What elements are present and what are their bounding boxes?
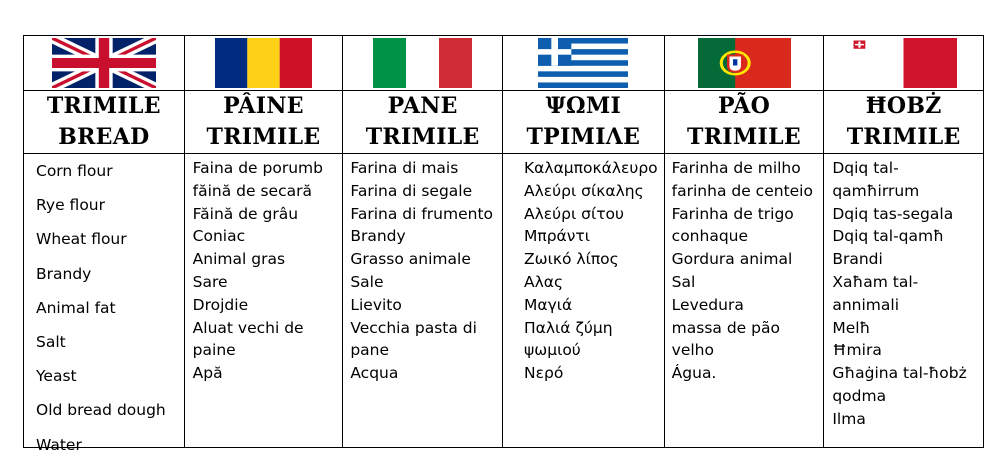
list-item: farinha de centeio [671,181,813,200]
list-item: Farina di mais [350,159,459,177]
list-item: Ilma [832,409,866,428]
portugal-flag-icon [698,38,791,88]
list-item: Αλας [524,272,564,291]
flag-cell-romanian [185,36,343,91]
header-line-1: PÂINE [223,93,304,119]
list-item: Făină de grâu [192,204,299,223]
list-item: Νερό [524,364,564,383]
list-item: Faina de porumb [192,159,323,177]
list-item: velho [671,341,714,360]
list-item: Animal fat [36,298,116,317]
bread-translation-table [23,35,984,454]
greece-flag-icon [538,38,628,88]
column-greek [503,36,665,447]
list-item: Acqua [350,364,399,383]
items-romanian [185,154,343,385]
header-line-1: ΨΩΜΙ [545,93,622,119]
flag-cell-greek [503,36,664,91]
list-item: Drojdie [192,295,249,314]
list-item: qodma [832,386,887,405]
list-item: Αλεύρι σίτου [524,204,625,223]
list-item: Aluat vechi de [192,318,304,337]
list-item: Παλιά ζύμη [524,318,613,337]
column-romanian [185,36,344,447]
list-item: Yeast [36,367,77,386]
list-item: Levedura [671,295,744,314]
header-portuguese [665,91,824,154]
list-item: Ħmira [832,341,882,360]
header-line-2: TRIMILE [206,124,321,150]
list-item: Water [36,435,82,454]
header-line-1: TRIMILE [46,93,161,119]
list-item: Melħ [832,318,871,337]
list-item: Rye flour [36,196,106,215]
list-item: Água. [671,364,717,383]
column-italian [343,36,503,447]
list-item: Brandi [832,250,883,269]
list-item: Għaġina tal-ħobż [832,364,967,383]
list-item: Brandy [350,227,406,246]
flag-cell-italian [343,36,502,91]
list-item: Dqiq tal-qamħ [832,227,944,246]
italy-flag-icon [373,38,472,88]
flag-cell-maltese [824,36,983,91]
list-item: Αλεύρι σίκαλης [524,181,644,200]
header-line-1: PÃO [717,93,771,119]
header-line-1: PANE [387,93,458,119]
items-english [24,154,184,462]
items-portuguese [665,154,824,385]
items-italian [343,154,502,385]
list-item: Μαγιά [524,295,573,314]
list-item: Apă [192,364,223,383]
list-item: ψωμιού [524,341,581,360]
list-item: annimali [832,295,900,314]
list-item: Farinha de milho [671,159,801,177]
header-line-2: TRIMILE [846,124,961,150]
header-maltese [824,91,983,154]
list-item: Vecchia pasta di [350,318,477,337]
header-romanian [185,91,343,154]
list-item: paine [192,341,236,360]
items-maltese [824,154,983,431]
romania-flag-icon [215,38,312,88]
column-maltese [824,36,983,447]
header-italian [343,91,502,154]
list-item: Farina di frumento [350,204,494,223]
items-greek [503,154,664,385]
header-line-2: ΤΡΙΜΙΛΕ [526,124,641,150]
list-item: Dqiq tas-segala [832,204,954,223]
list-item: Grasso animale [350,250,471,269]
list-item: Xaħam tal- [832,272,919,291]
list-item: Sale [350,272,384,291]
list-item: pane [350,341,390,360]
malta-flag-icon [850,38,957,88]
list-item: Farinha de trigo [671,204,794,223]
list-item: Coniac [192,227,246,246]
list-item: Ζωικό λίπος [524,250,619,269]
header-english [24,91,184,154]
flag-cell-english [24,36,184,91]
list-item: Καλαμποκάλευρο [524,159,658,177]
header-greek [503,91,664,154]
list-item: Salt [36,333,66,352]
list-item: Sal [671,272,696,291]
list-item: Sare [192,272,228,291]
list-item: qamħirrum [832,181,920,200]
column-portuguese [665,36,825,447]
uk-flag-icon [52,38,156,88]
list-item: Wheat flour [36,230,127,249]
list-item: Farina di segale [350,181,473,200]
flag-cell-portuguese [665,36,824,91]
list-item: Lievito [350,295,402,314]
list-item: Old bread dough [36,401,166,420]
list-item: massa de pão [671,318,780,337]
header-line-2: TRIMILE [365,124,480,150]
header-line-2: TRIMILE [687,124,801,150]
list-item: Brandy [36,264,92,283]
header-line-2: BREAD [58,124,150,150]
column-english [24,36,185,454]
list-item: Dqiq tal- [832,159,899,177]
header-line-1: ĦOBŻ [865,93,942,119]
list-item: Gordura animal [671,250,793,269]
list-item: conhaque [671,227,749,246]
list-item: Μπράντι [524,227,591,246]
list-item: Corn flour [36,162,113,180]
list-item: făină de secară [192,181,312,200]
list-item: Animal gras [192,250,286,269]
